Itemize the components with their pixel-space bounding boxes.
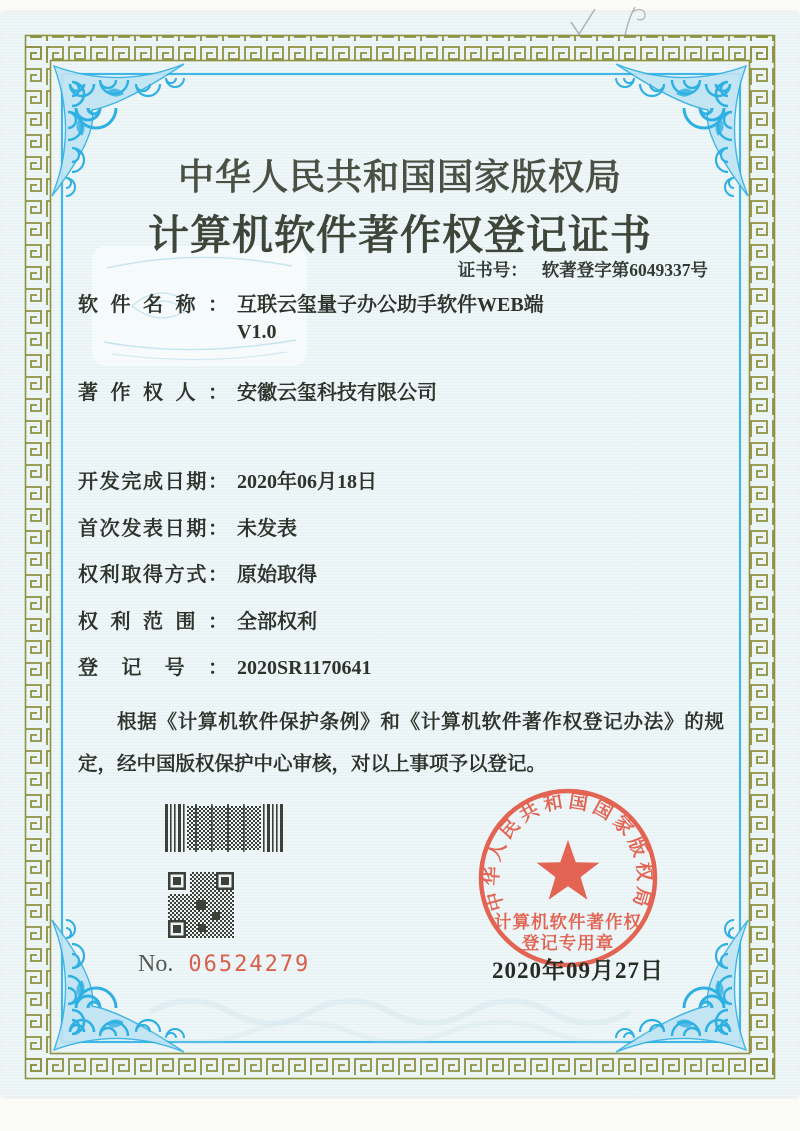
field-value: 2020年06月18日 — [237, 471, 377, 493]
field-label: 首次发表日期： — [78, 518, 228, 540]
field-label: 登记号： — [78, 657, 228, 679]
pen-check-mark — [553, 0, 673, 48]
field-software-name — [78, 292, 544, 346]
seal-star-icon — [537, 840, 600, 900]
certificate-number — [458, 257, 708, 282]
seal-text-line1: 计算机软件著作权 — [494, 912, 642, 932]
field-label: 软件名称： — [78, 294, 228, 316]
certificate-title: 计算机软件著作权登记证书 — [148, 212, 652, 258]
field-registration-number — [78, 655, 371, 682]
field-value: 全部权利 — [237, 611, 317, 633]
field-label: 权利范围： — [78, 611, 228, 633]
certificate-number-value: 软著登字第6049337号 — [541, 260, 708, 280]
qr-code — [168, 872, 234, 938]
field-first-publication — [78, 516, 297, 543]
field-value: 原始取得 — [237, 564, 317, 586]
field-value: 安徽云玺科技有限公司 — [237, 382, 437, 404]
certificate-number-label: 证书号： — [457, 260, 528, 280]
software-version: V1.0 — [237, 321, 277, 343]
registration-statement: 根据《计算机软件保护条例》和《计算机软件著作权登记办法》的规定，经中国版权保护中心审核，对以上事项予以登记。 — [78, 712, 724, 775]
seal-text-line2: 登记专用章 — [521, 933, 615, 953]
greek-key-bottom — [26, 1054, 774, 1078]
serial-prefix: No. — [138, 951, 174, 977]
software-name-line1: 互联云玺量子办公助手软件WEB端 — [237, 294, 544, 316]
field-label: 权利取得方式： — [78, 564, 228, 586]
issuer-title: 中华人民共和国国家版权局 — [177, 157, 622, 197]
field-value: 未发表 — [237, 518, 297, 540]
field-label: 开发完成日期： — [78, 471, 228, 493]
field-copyright-owner — [78, 380, 437, 407]
seal-ring-text: 中华人民共和国国家版权局 — [481, 791, 655, 914]
field-value: 2020SR1170641 — [237, 657, 372, 679]
serial-number: 06524279 — [188, 952, 311, 977]
field-value — [237, 292, 544, 346]
official-seal — [468, 776, 668, 981]
issue-date: 2020年09月27日 — [492, 958, 664, 983]
field-rights-acquisition — [78, 562, 317, 589]
barcode — [165, 804, 283, 852]
field-completion-date — [78, 469, 377, 496]
serial-number-row — [138, 951, 310, 978]
bottom-guilloche-pattern — [150, 982, 650, 1052]
field-rights-scope — [78, 609, 317, 636]
field-label: 著作权人： — [78, 382, 228, 404]
